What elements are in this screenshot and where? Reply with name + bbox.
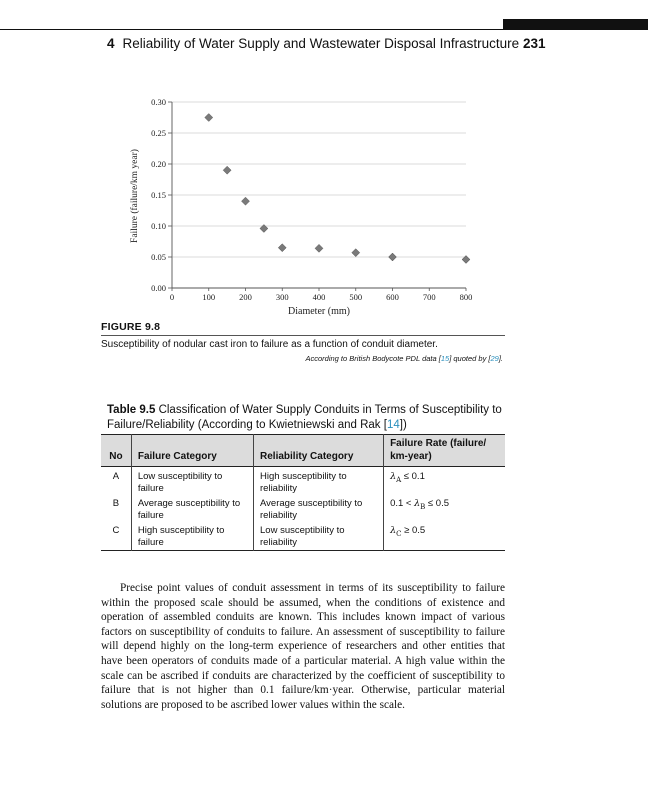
figure-source <box>306 354 504 363</box>
table-title-ref-14[interactable]: 14 <box>386 418 400 431</box>
lambda-char: λ <box>414 498 421 509</box>
classification-table <box>101 434 505 551</box>
table-title <box>107 403 507 432</box>
cell-failure-rate <box>384 496 505 523</box>
chart-y-axis-label: Failure (failure/km year) <box>130 149 140 243</box>
figure-source-ref-15[interactable]: 15 <box>440 354 450 363</box>
table-label: Table 9.5 <box>107 404 156 416</box>
rate-post: ≥ 0.5 <box>401 525 426 536</box>
figure-caption-rule <box>101 335 505 336</box>
chart-point <box>389 253 397 261</box>
figure-caption: Susceptibility of nodular cast iron to failure as a function of conduit diameter. <box>101 339 438 350</box>
table-row <box>101 496 505 523</box>
table-title-suffix: ]) <box>399 418 407 431</box>
header-reliability-category: Reliability Category <box>254 435 384 467</box>
chart-point <box>352 249 360 257</box>
lambda-char: λ <box>390 471 397 482</box>
cell-failure-category: Average susceptibility to failure <box>131 496 253 523</box>
chart-x-tick-label: 0 <box>169 292 175 302</box>
cell-no: B <box>101 496 131 523</box>
chart-x-tick-label: 500 <box>349 292 363 302</box>
lambda-subscript: C <box>396 529 402 538</box>
chart-axes <box>168 102 466 291</box>
chart-gridlines <box>172 102 466 257</box>
page-number: 231 <box>523 36 546 51</box>
chart-y-tick-label: 0.15 <box>151 190 166 200</box>
chart-x-tick-label: 600 <box>386 292 399 302</box>
rate-pre: 0.1 < <box>390 498 415 509</box>
figure-label: FIGURE 9.8 <box>101 321 161 333</box>
running-head <box>107 36 519 51</box>
table-row <box>101 523 505 551</box>
chart-y-tick-label: 0.25 <box>151 128 166 138</box>
figure-source-text-end: ]. <box>498 354 503 363</box>
scatter-chart <box>120 88 490 320</box>
lambda-symbol <box>390 525 401 536</box>
body-paragraph: Precise point values of conduit assessment in terms of its susceptibility to failure within the proposed scale should be assumed, when the conditions of existence and operation of assembled conduits are known. This includes known impact of various factors on susceptibility of conduits to failure. An assessment of susceptibility to failure will depend highly on the long-term experience of researchers and other entities that have been operators of conduits made of a particular material. A high value within the scale can be ascribed if conduits are characterized by the coefficient of susceptibility to failure that is not higher than 0.1 failure/km·year. Otherwise, particular material solutions are proposed to be ascribed lower values within the scale. <box>101 582 505 711</box>
table-header-row <box>101 435 505 467</box>
chart-point <box>315 244 323 252</box>
chart-point <box>205 114 213 122</box>
chart-x-tick-label: 400 <box>312 292 326 302</box>
header-rule <box>0 29 648 30</box>
header-failure-rate: Failure Rate (failure/ km-year) <box>390 438 487 462</box>
chart-x-axis-label: Diameter (mm) <box>288 306 350 317</box>
chart-point <box>242 197 250 205</box>
cell-failure-category: Low susceptibility to failure <box>131 467 253 497</box>
cell-reliability-category: High susceptibility to reliability <box>254 467 384 497</box>
cell-failure-rate <box>384 467 505 497</box>
chart-y-tick-label: 0.05 <box>151 252 166 262</box>
lambda-symbol <box>390 471 401 482</box>
figure-source-text: According to British Bodycote PDL data [ <box>305 354 441 363</box>
cell-failure-category: High susceptibility to failure <box>131 523 253 551</box>
chart-x-tick-label: 200 <box>239 292 252 302</box>
chart-point <box>223 166 231 174</box>
lambda-subscript: B <box>420 502 426 511</box>
lambda-char: λ <box>390 525 397 536</box>
figure-source-ref-29[interactable]: 29 <box>490 354 499 363</box>
chart-x-tick-label: 100 <box>202 292 216 302</box>
chart-y-tick-label: 0.10 <box>151 221 166 231</box>
header-no: No <box>101 435 131 467</box>
rate-post: ≤ 0.5 <box>425 498 449 509</box>
chart-y-tick-label: 0.00 <box>151 283 166 293</box>
chart-x-tick-label: 300 <box>275 292 289 302</box>
cell-reliability-category: Low susceptibility to reliability <box>254 523 384 551</box>
chart-x-tick-label: 700 <box>422 292 436 302</box>
cell-no: A <box>101 467 131 497</box>
chart-tick-labels <box>151 97 472 302</box>
chart-point <box>278 244 286 252</box>
chart-y-tick-label: 0.30 <box>151 97 166 107</box>
cell-failure-rate <box>384 523 505 551</box>
lambda-subscript: A <box>396 475 402 484</box>
chapter-number: 4 <box>107 36 115 51</box>
lambda-symbol <box>414 498 425 509</box>
table-title-text: Classification of Water Supply Conduits in Terms of Susceptibility to Failure/Reliability (According to Kwietniewski and Rak [ <box>107 404 502 431</box>
chart-points <box>205 114 470 264</box>
figure-source-text-mid: ] quoted by [ <box>449 354 491 363</box>
chapter-title: Reliability of Water Supply and Wastewater Disposal Infrastructure <box>122 36 520 51</box>
cell-no: C <box>101 523 131 551</box>
table-row <box>101 467 505 497</box>
chart-y-tick-label: 0.20 <box>151 159 166 169</box>
chart-x-tick-label: 800 <box>459 292 473 302</box>
rate-post: ≤ 0.1 <box>401 471 425 482</box>
header-failure-category: Failure Category <box>131 435 253 467</box>
cell-reliability-category: Average susceptibility to reliability <box>254 496 384 523</box>
